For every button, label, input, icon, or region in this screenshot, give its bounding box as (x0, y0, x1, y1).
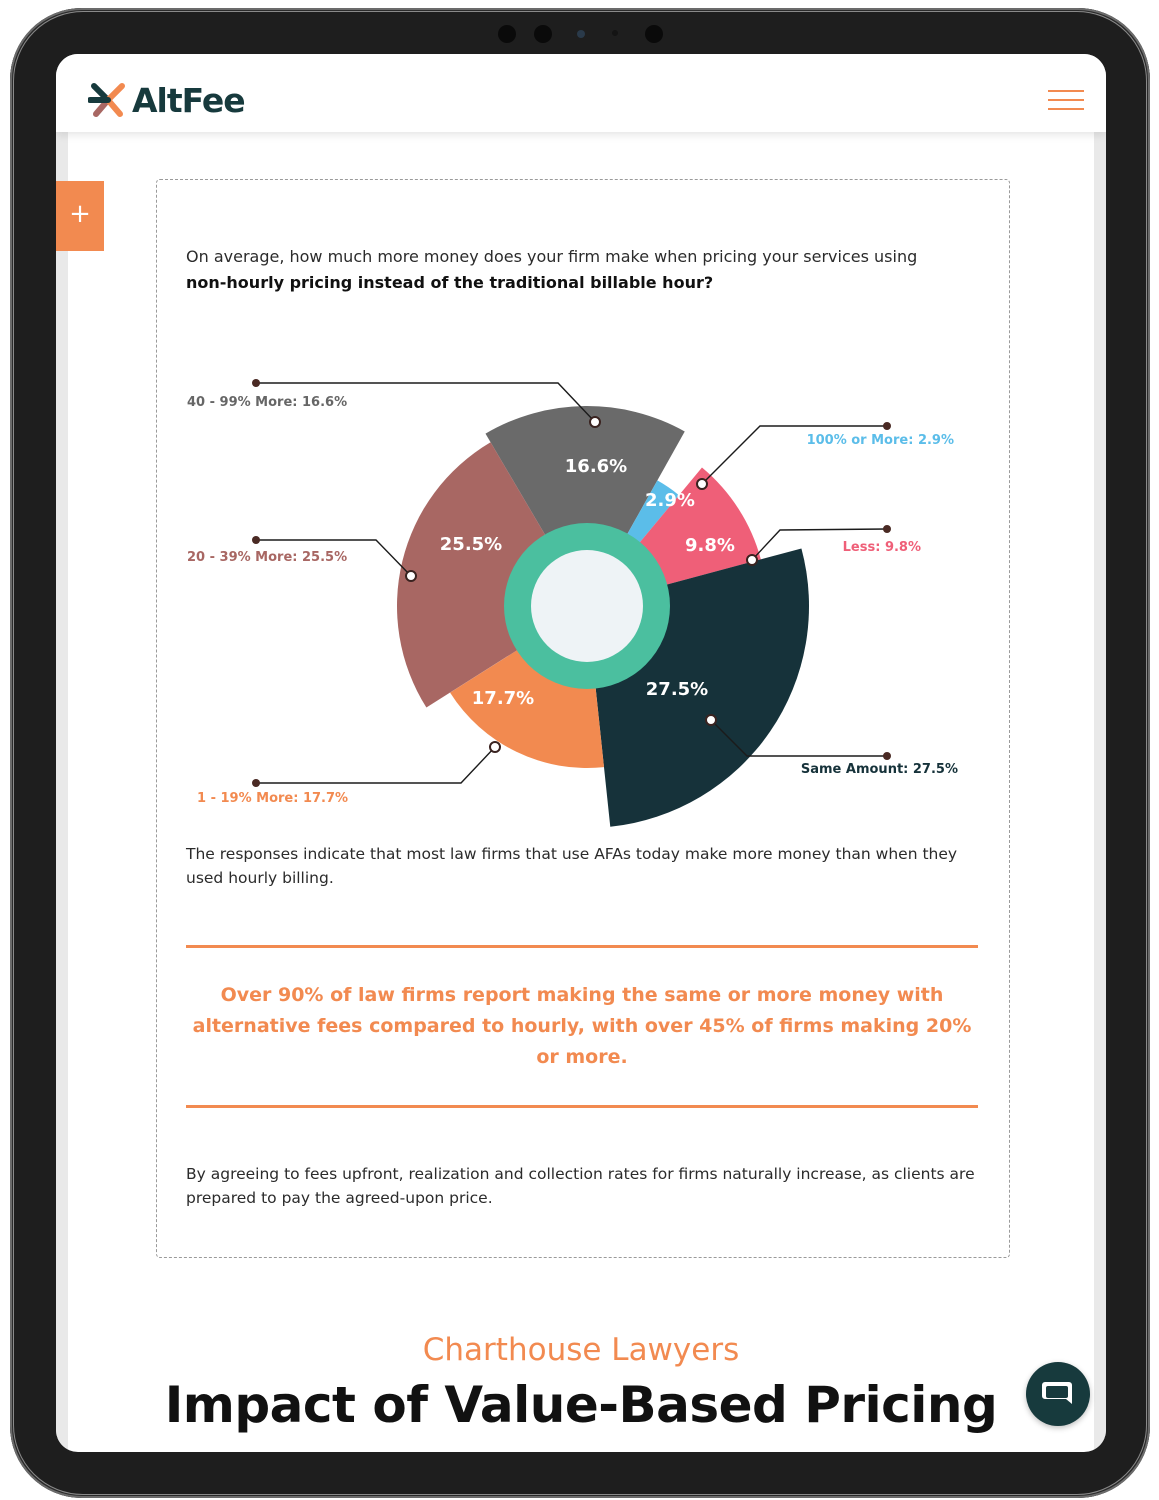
slice-value-label: 16.6% (564, 456, 628, 477)
logo-text: AltFee (132, 80, 245, 120)
legend-label: Less: 9.8% (842, 540, 921, 555)
leader-line (256, 747, 495, 783)
divider-top (186, 945, 978, 948)
camera-dot (498, 25, 516, 43)
question-line-2: non-hourly pricing instead of the traditional billable hour? (186, 273, 714, 292)
camera-dot (612, 30, 618, 36)
slice-value-label: 27.5% (645, 679, 709, 700)
top-navbar (56, 54, 1106, 132)
slice-value-label: 2.9% (645, 490, 695, 511)
leader-anchor-dot (406, 571, 416, 581)
leader-anchor-dot (706, 715, 716, 725)
right-rail (1094, 132, 1106, 1452)
leader-end-dot (252, 379, 260, 387)
survey-card (156, 179, 1010, 1258)
legend-label: 40 - 99% More: 16.6% (187, 395, 348, 410)
slice-value-label: 17.7% (471, 688, 535, 709)
legend-label: 20 - 39% More: 25.5% (187, 550, 348, 565)
leader-anchor-dot (747, 555, 757, 565)
hamburger-menu-icon[interactable] (1048, 90, 1084, 112)
left-rail (56, 132, 68, 1452)
altfee-logo-mark-icon (88, 80, 128, 120)
camera-lens (577, 30, 585, 38)
camera-dot (534, 25, 552, 43)
legend-label: 1 - 19% More: 17.7% (197, 791, 349, 806)
legend-label: 100% or More: 2.9% (806, 433, 954, 448)
leader-anchor-dot (697, 479, 707, 489)
client-name: Charthouse Lawyers (422, 1332, 740, 1368)
leader-end-dot (252, 779, 260, 787)
survey-question (186, 244, 986, 296)
leader-end-dot (252, 536, 260, 544)
slice-value-label: 25.5% (439, 534, 503, 555)
results-paragraph: The responses indicate that most law firms that use AFAs today make more money than when they used hourly billing. (186, 845, 958, 887)
section-heading: Impact of Value-Based Pricing (164, 1376, 998, 1434)
closing-paragraph: By agreeing to fees upfront, realization and collection rates for firms naturally increase, as clients are prepared to pay the agreed-upon price. (186, 1165, 975, 1207)
altfee-logo[interactable] (88, 80, 245, 120)
leader-anchor-dot (490, 742, 500, 752)
slice-value-label: 9.8% (685, 535, 735, 556)
leader-anchor-dot (590, 417, 600, 427)
expand-side-tab-button[interactable]: + (56, 181, 104, 251)
center-hole (531, 550, 643, 662)
question-line-1: On average, how much more money does your firm make when pricing your services using (186, 247, 918, 266)
chat-launcher-button[interactable] (1026, 1362, 1090, 1426)
highlight-callout: Over 90% of law firms report making the same or more money with alternative fees compared to hourly, with over 45% of firms making 20% or more. (192, 984, 972, 1068)
leader-end-dot (883, 422, 891, 430)
screen (56, 54, 1106, 1452)
divider-bottom (186, 1105, 978, 1108)
pie-chart (157, 320, 1009, 830)
leader-end-dot (883, 525, 891, 533)
camera-dot (645, 25, 663, 43)
legend-label: Same Amount: 27.5% (800, 762, 958, 777)
leader-end-dot (883, 752, 891, 760)
chat-bubble-icon (1026, 1362, 1090, 1426)
